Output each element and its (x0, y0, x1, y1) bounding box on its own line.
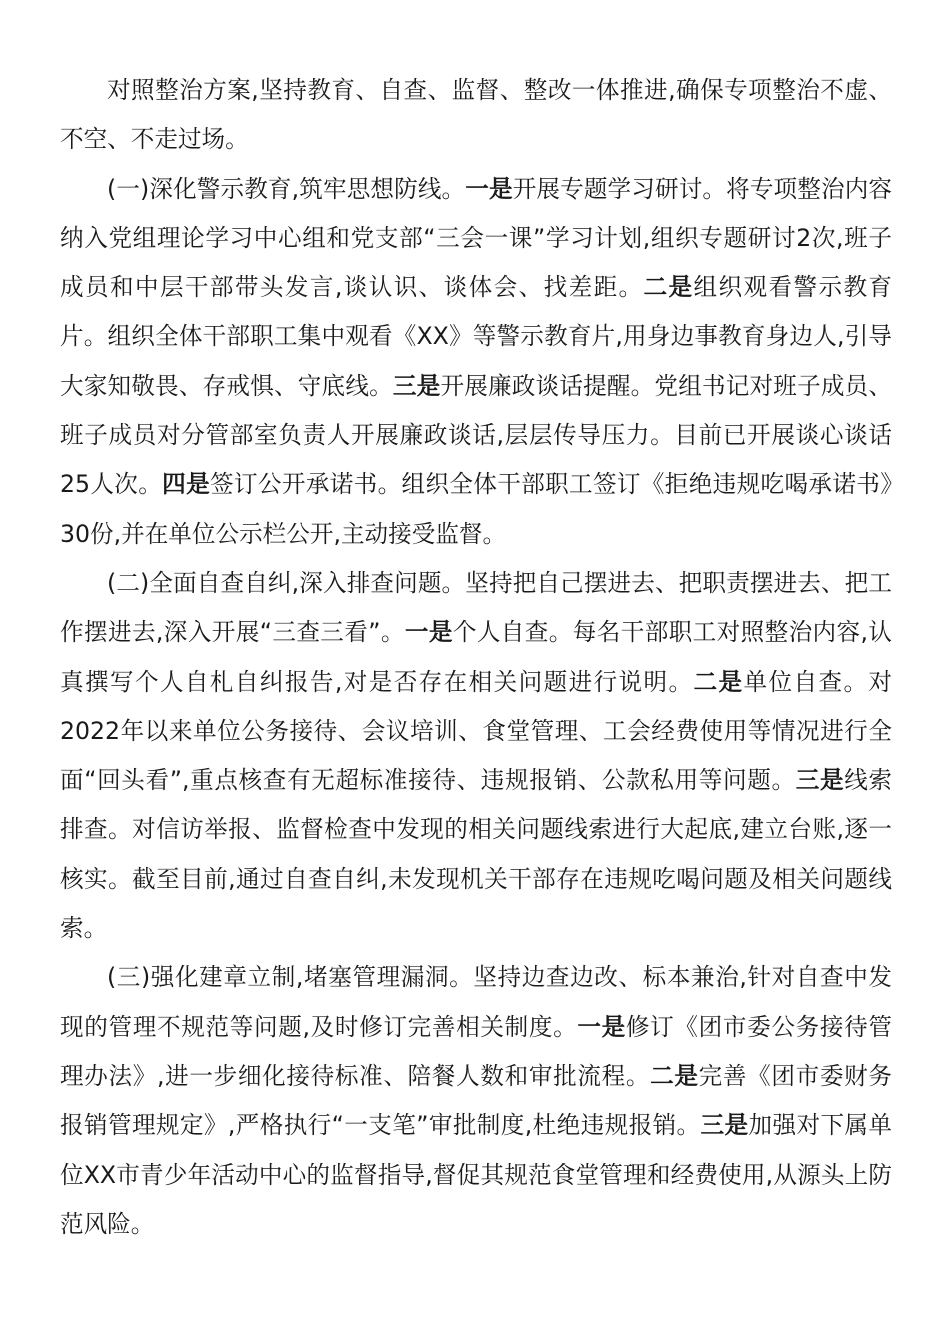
text-segment: 对照整治方案,坚持教育、自查、监督、整改一体推进,确保专项整治不虚、不空、不走过场。 (60, 76, 892, 154)
text-segment: 线索排查。对信访举报、监督检查中发现的相关问题线索进行大起底,建立台账,逐一核实。截至目前,通过自查自纠,未发现机关干部存在违规吃喝问题及相关问题线索。 (60, 766, 893, 943)
paragraph-intro (60, 66, 892, 165)
text-segment: 签订公开承诺书。组织全体干部职工签订《拒绝违规吃喝承诺书》30份,并在单位公示栏公开,主动接受监督。 (60, 470, 892, 548)
section-heading-text: (一)深化警示教育,筑牢思想防线。 (107, 174, 466, 203)
section-heading-text: (二)全面自查自纠,深入排查问题。坚持把自己摆进去、把职责摆进去、把工作摆进去,深入开展“三查三看”。 (60, 568, 892, 647)
paragraph-section-2 (60, 559, 892, 953)
bold-marker: 三是 (700, 1111, 749, 1140)
bold-marker: 二是 (643, 273, 694, 302)
bold-marker: 一是 (577, 1012, 626, 1041)
text-segment: 开展专题学习研讨。将专项整治内容纳入党组理论学习中心组和党支部“三会一课”学习计划,组织专题研讨2次,班子成员和中层干部带头发言,谈认识、谈体会、找差距。 (60, 174, 893, 302)
bold-marker: 四是 (162, 470, 211, 499)
text-segment: 组织观看警示教育片。组织全体干部职工集中观看《XX》等警示教育片,用身边事教育身边人,引导大家知敬畏、存戒惧、守底线。 (60, 273, 893, 400)
bold-marker: 三是 (795, 766, 845, 795)
text-segment: 单位自查。对2022年以来单位公务接待、会议培训、食堂管理、工会经费使用等情况进行全面“回头看”,重点核查有无超标准接待、违规报销、公款私用等问题。 (60, 667, 893, 795)
bold-marker: 一是 (465, 174, 513, 203)
bold-marker: 二是 (650, 1061, 699, 1090)
text-segment: 加强对下属单位XX市青少年活动中心的监督指导,督促其规范食堂管理和经费使用,从源头上防范风险。 (60, 1111, 893, 1238)
text-segment: 开展廉政谈话提醒。党组书记对班子成员、班子成员对分管部室负责人开展廉政谈话,层层传导压力。目前已开展谈心谈话25人次。 (60, 371, 893, 499)
bold-marker: 一是 (404, 618, 453, 647)
text-segment: 修订《团市委公务接待管理办法》,进一步细化接待标准、陪餐人数和审批流程。 (60, 1012, 892, 1090)
text-segment: 完善《团市委财务报销管理规定》,严格执行“一支笔”审批制度,杜绝违规报销。 (60, 1061, 892, 1140)
bold-marker: 二是 (693, 667, 744, 696)
paragraph-section-3 (60, 953, 892, 1249)
bold-marker: 三是 (392, 371, 441, 400)
paragraph-section-1 (60, 165, 892, 559)
text-segment: 个人自查。每名干部职工对照整治内容,认真撰写个人自札自纠报告,对是否存在相关问题进行说明。 (60, 618, 893, 696)
document-body (60, 66, 892, 1249)
section-heading-text: (三)强化建章立制,堵塞管理漏洞。坚持边查边改、标本兼治,针对自查中发现的管理不规范等问题,及时修订完善相关制度。 (60, 963, 892, 1041)
